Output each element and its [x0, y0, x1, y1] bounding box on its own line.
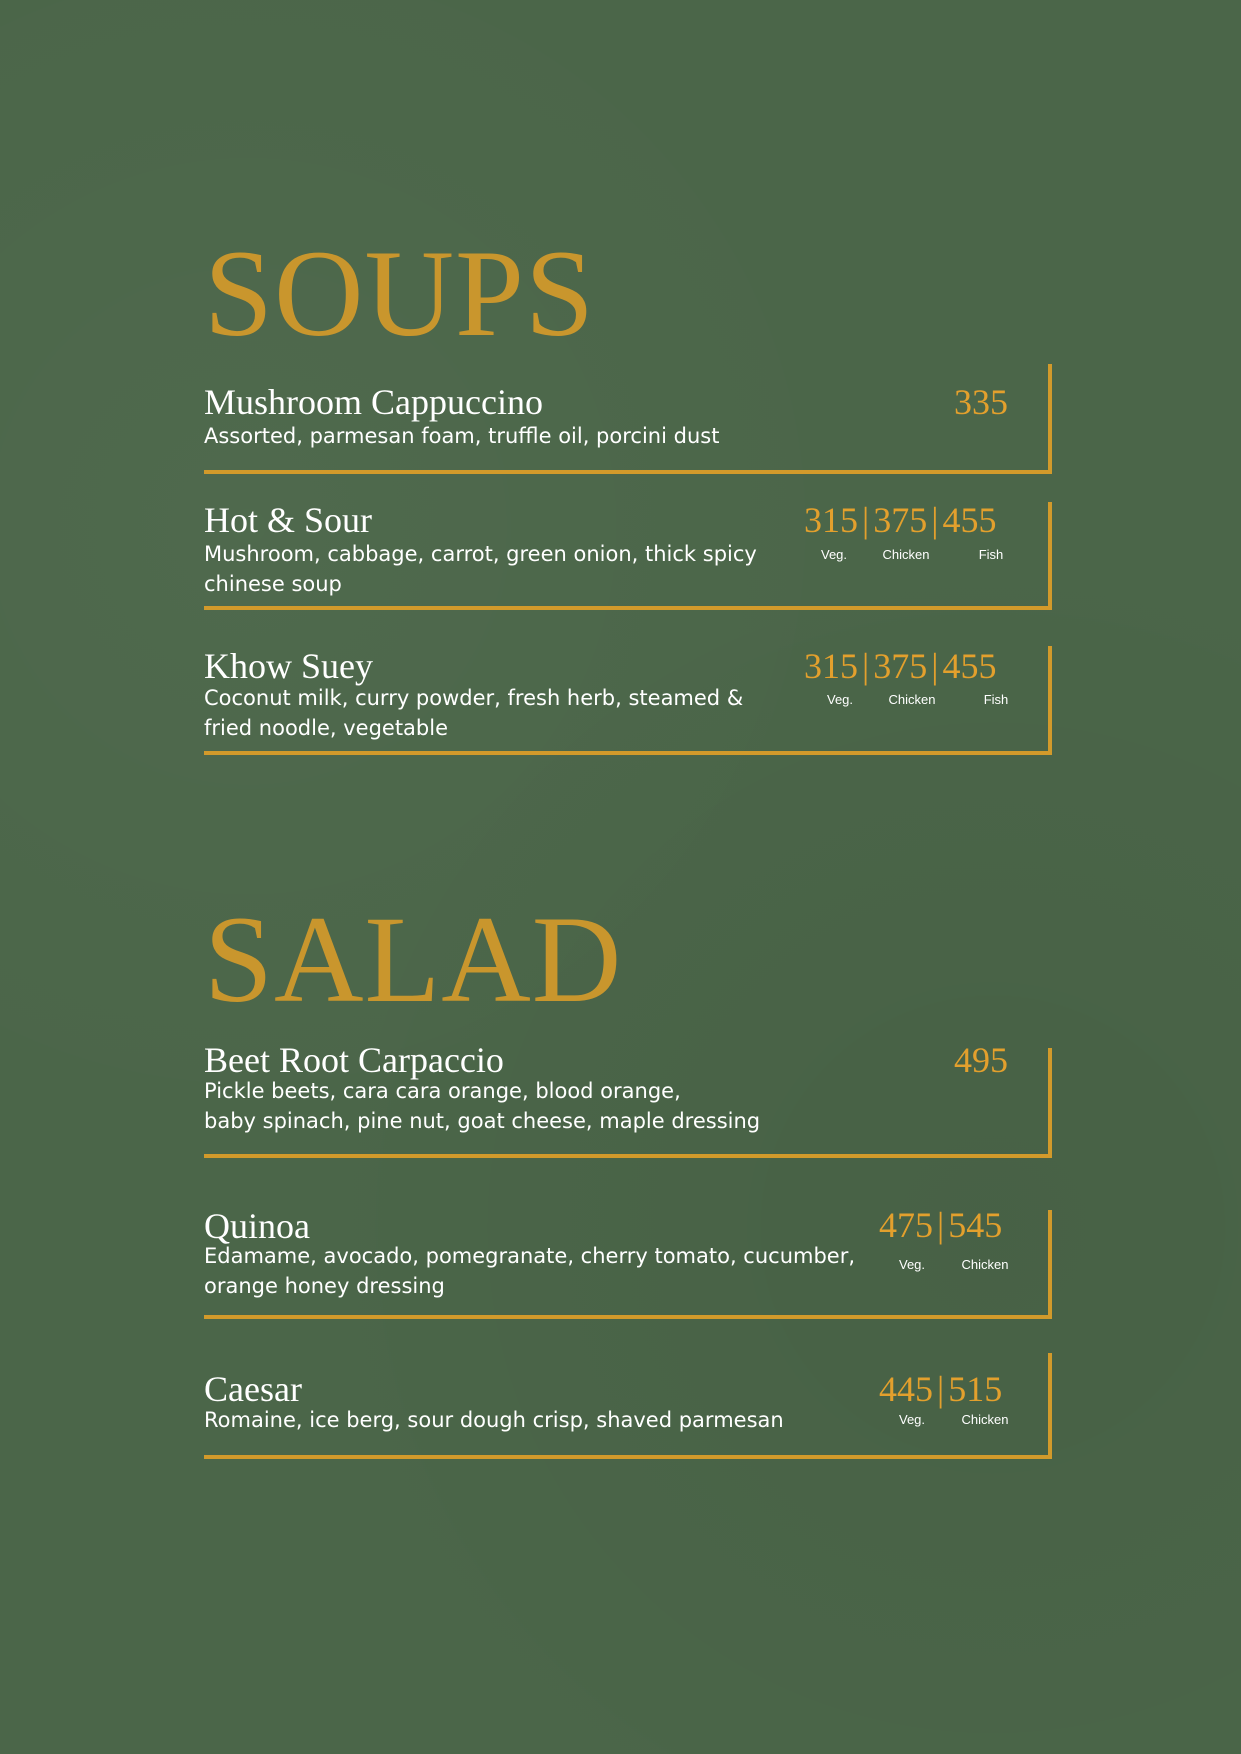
item-description: Edamame, avocado, pomegranate, cherry tomato, cucumber, orange honey dressing [204, 1244, 856, 1298]
price-label: Chicken [888, 692, 936, 707]
menu-item-khow-suey [204, 646, 1052, 755]
price-separator: | [937, 1369, 945, 1409]
price-value: 445 [879, 1369, 933, 1409]
price-value: 315 [804, 500, 858, 540]
price-group [879, 1207, 1002, 1243]
menu-item-beet-root-carpaccio [204, 1040, 1052, 1158]
price-label: Fish [983, 692, 1009, 707]
price-group [954, 384, 1008, 420]
item-name: Quinoa [204, 1206, 310, 1246]
item-description: Mushroom, cabbage, carrot, green onion, thick spicy chinese soup [204, 542, 757, 596]
price-separator: | [931, 646, 939, 686]
item-name: Beet Root Carpaccio [204, 1040, 504, 1080]
price-value: 545 [948, 1205, 1003, 1245]
price-separator: | [931, 500, 939, 540]
price-value: 495 [954, 1040, 1008, 1080]
price-group [954, 1042, 1008, 1078]
price-value: 515 [948, 1369, 1003, 1409]
price-group [804, 502, 996, 538]
price-value: 335 [954, 382, 1008, 422]
price-label: Veg. [898, 1257, 926, 1272]
item-name: Caesar [204, 1369, 302, 1409]
item-description: Coconut milk, curry powder, fresh herb, steamed & fried noodle, vegetable [204, 686, 744, 740]
item-description: Assorted, parmesan foam, truffle oil, porcini dust [204, 424, 720, 448]
item-name: Mushroom Cappuccino [204, 382, 543, 422]
price-label: Fish [978, 547, 1004, 562]
item-name: Khow Suey [204, 646, 373, 686]
price-value: 375 [873, 500, 928, 540]
price-value: 375 [873, 646, 928, 686]
price-group [879, 1371, 1002, 1407]
item-description: Romaine, ice berg, sour dough crisp, shaved parmesan [204, 1408, 784, 1432]
menu-item-mushroom-cappuccino [204, 364, 1052, 474]
price-separator: | [862, 500, 870, 540]
menu-item-caesar [204, 1353, 1052, 1459]
item-name: Hot & Sour [204, 500, 373, 540]
price-value: 315 [804, 646, 858, 686]
price-label: Veg. [826, 692, 854, 707]
price-separator: | [862, 646, 870, 686]
price-label: Chicken [961, 1257, 1009, 1272]
price-group [804, 648, 996, 684]
price-label: Chicken [882, 547, 930, 562]
menu-item-hot-and-sour [204, 502, 1052, 610]
price-label: Veg. [820, 547, 848, 562]
section-title-soups: SOUPS [204, 225, 595, 362]
menu-item-quinoa [204, 1205, 1052, 1319]
price-label: Veg. [898, 1412, 926, 1427]
price-value: 455 [942, 500, 997, 540]
price-label: Chicken [961, 1412, 1009, 1427]
price-value: 455 [942, 646, 997, 686]
item-description: Pickle beets, cara cara orange, blood orange, baby spinach, pine nut, goat cheese, maple dressing [204, 1079, 761, 1133]
price-value: 475 [879, 1205, 933, 1245]
price-separator: | [937, 1205, 945, 1245]
section-title-salad: SALAD [204, 891, 623, 1028]
